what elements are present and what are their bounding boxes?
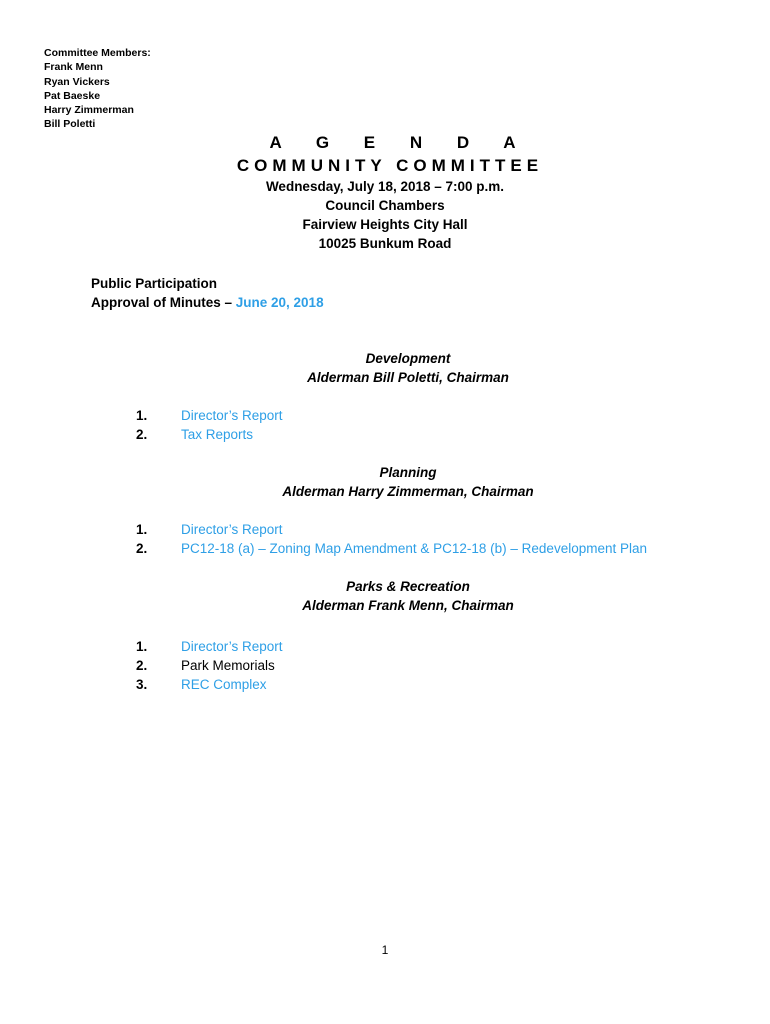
member-name: Bill Poletti xyxy=(44,118,96,131)
item-link[interactable]: PC12-18 (a) – Zoning Map Amendment & PC12-18 (b) – Redevelopment Plan xyxy=(181,541,648,556)
parks-items xyxy=(136,637,283,694)
section-chair: Alderman Harry Zimmerman, Chairman xyxy=(282,484,534,499)
item-link[interactable]: Director’s Report xyxy=(181,522,283,537)
section-chair: Alderman Frank Menn, Chairman xyxy=(302,598,514,613)
minutes-link[interactable]: June 20, 2018 xyxy=(235,295,324,310)
meeting-location: Council Chambers xyxy=(325,198,445,213)
public-participation: Public Participation xyxy=(91,276,218,291)
meeting-info xyxy=(0,177,770,253)
development-items xyxy=(136,406,283,444)
meeting-date-time: Wednesday, July 18, 2018 – 7:00 p.m. xyxy=(265,179,505,194)
list-item xyxy=(136,406,283,425)
meeting-building: Fairview Heights City Hall xyxy=(302,217,468,232)
item-link[interactable]: Tax Reports xyxy=(181,427,254,442)
committee-members xyxy=(44,46,151,132)
meeting-address: 10025 Bunkum Road xyxy=(318,236,452,251)
section-parks-recreation xyxy=(0,577,770,615)
planning-items xyxy=(136,520,647,558)
member-name: Pat Baeske xyxy=(44,89,101,102)
committee-title: COMMUNITY COMMITTEE xyxy=(236,156,544,175)
list-item xyxy=(136,637,283,656)
list-item xyxy=(136,520,647,539)
item-text: Park Memorials xyxy=(181,658,275,673)
list-item xyxy=(136,539,647,558)
committee-members-heading: Committee Members: xyxy=(44,47,151,59)
item-link[interactable]: REC Complex xyxy=(181,677,267,692)
item-number: 1. xyxy=(136,639,148,654)
item-number: 2. xyxy=(136,427,148,442)
member-name: Ryan Vickers xyxy=(44,75,110,88)
section-name: Parks & Recreation xyxy=(346,579,470,594)
item-number: 2. xyxy=(136,658,148,673)
item-link[interactable]: Director’s Report xyxy=(181,639,283,654)
list-item xyxy=(136,425,283,444)
section-planning xyxy=(0,463,770,501)
item-number: 3. xyxy=(136,677,148,692)
list-item xyxy=(136,656,283,675)
page-number: 1 xyxy=(381,943,389,957)
item-number: 1. xyxy=(136,522,148,537)
section-development xyxy=(0,349,770,387)
section-name: Planning xyxy=(379,465,437,480)
item-number: 1. xyxy=(136,408,148,423)
list-item xyxy=(136,675,283,694)
section-chair: Alderman Bill Poletti, Chairman xyxy=(307,370,509,385)
section-name: Development xyxy=(365,351,451,366)
member-name: Frank Menn xyxy=(44,61,103,74)
approval-label: Approval of Minutes – xyxy=(91,295,236,310)
item-number: 2. xyxy=(136,541,148,556)
item-link[interactable]: Director’s Report xyxy=(181,408,283,423)
member-name: Harry Zimmerman xyxy=(44,104,134,117)
agenda-title: A G E N D A xyxy=(269,133,531,152)
approval-of-minutes xyxy=(91,293,324,312)
preliminary-items xyxy=(91,274,324,312)
